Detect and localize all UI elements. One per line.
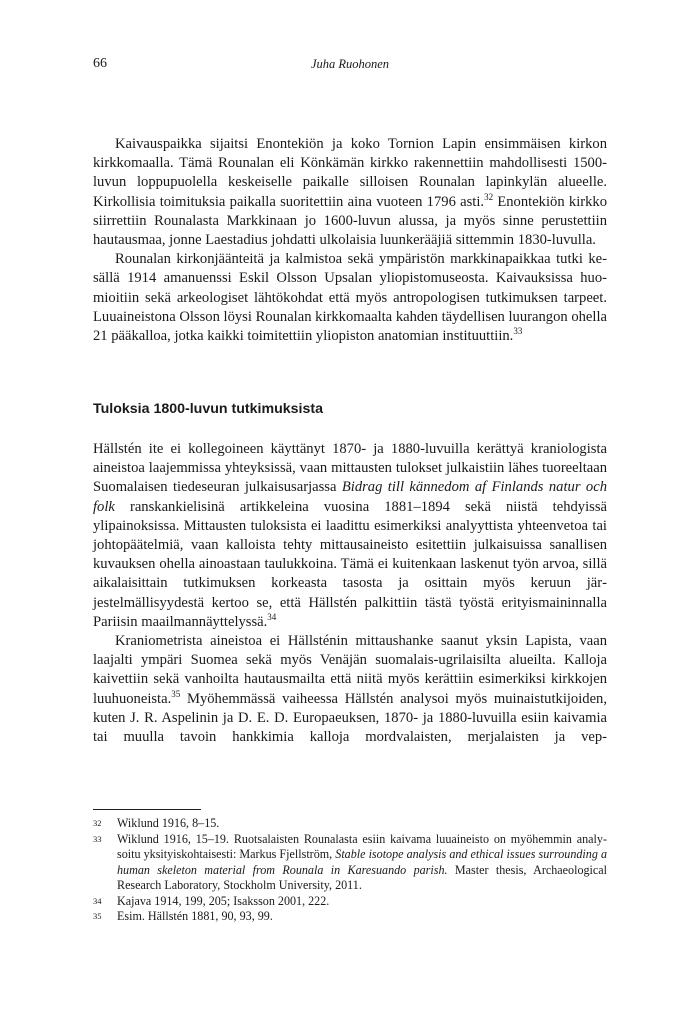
footnote bbox=[93, 816, 607, 832]
footnote-ref[interactable]: 35 bbox=[171, 688, 181, 699]
footnote-number: 34 bbox=[93, 895, 102, 906]
paragraph: Kaivauspaikka sijaitsi Enontekiön ja koko Tornion Lapin ensimmäisen kirkon kirkkomaalla. Tämä Rounalan eli Könkämän kirkko rakennettiin mahdollisesti 1500-luvun loppupuolella keskeiselle paikalle silloisen Rounalan lapinkylän alueelle. Kirkollisia toimituksia paikalla suoritettiin aina vuoteen 1796 asti.$^{32}$ Enontekiön kirkko siirrettiin Rounalasta Markkinaan jo 1600-luvun alussa, ja myös sinne perustettiin hautausmaa, jonne Laestadius johdatti ulkolaisia luunkerääjiä sittemmin 1830-luvulla. bbox=[93, 136, 607, 249]
page-number: 66 bbox=[93, 56, 107, 71]
footnote-text: Esim. Hällstén 1881, 90, 93, 99. bbox=[117, 909, 273, 923]
section-2-body bbox=[93, 440, 607, 747]
section-heading: Tuloksia 1800-luvun tutkimuksista bbox=[93, 401, 323, 417]
footnote bbox=[93, 832, 607, 894]
footnote-text: Kajava 1914, 199, 205; Isaksson 2001, 222. bbox=[117, 893, 330, 908]
footnote-ref[interactable]: 33 bbox=[513, 326, 523, 337]
paragraph: Kraniometrista aineistoa ei Hällsténin mittaushanke saanut yksin Lapista, vaan laajalti ympäri Suomea sekä myös Venäjän suomalais-ugrilaisilta alueilta. Kalloja kaivettiin sekä vanhoilta hautausmailta että niitä myös kerättiin esimerkiksi kirkkojen luuhuoneista.$^{35}$ Myöhemmässä vaiheessa Hällstén analysoi myös muinaistutkijoiden, kuten J. R. Aspelinin ja D. E. D. Europaeuksen, 1870- ja 1880-luvuilla esiin kaivamia tai muulla tavoin hankkimia kalloja mordvalaisten, merjalaisten ja vep- bbox=[93, 633, 607, 746]
footnote-number: 33 bbox=[93, 833, 102, 844]
footnote-divider bbox=[93, 809, 201, 810]
footnote-text: Wiklund 1916, 15–19. Ruotsalaisten Rounalasta esiin kaivama luuaineisto on myöhemmin analysoitu yksityiskohtaisesti: Markus Fjellström, Stable isotope analysis and ethical issues surrounding a human skeleton material from Rounala in Karesuando parish. Master thesis, Archaeological Research Laboratory, Stockholm University, 2011. bbox=[117, 831, 607, 892]
footnote-number: 32 bbox=[93, 818, 102, 828]
footnotes bbox=[93, 816, 607, 925]
footnote-ref[interactable]: 32 bbox=[484, 191, 494, 202]
footnote-ref[interactable]: 34 bbox=[267, 611, 277, 622]
footnote-number: 35 bbox=[93, 911, 102, 921]
footnote bbox=[93, 894, 607, 910]
paragraph: Hällstén ite ei kollegoineen käyttänyt 1870- ja 1880-luvuilla kerättyä kraniologista aineistoa laajemmissa yhteyksissä, vaan mittausten tulokset julkaistiin lähes tuoreeltaan Suomalaisen tiedeseuran julkaisusarjassa Bidrag till kännedom af Finlands natur och folk ranskankielisinä artikkeleina vuosina 1881–1894 sekä niistä tehdyissä ylipainoksissa. Mittausten tuloksista ei laadittu esimerkiksi analyyttista yhteenvetoa tai johtopäätelmiä, vaan kalloista tehty mittausaineisto esitettiin julkaisuissa sanallisen kuvauksen ohella ainoastaan taulukkoina. Tämä ei kuitenkaan laskenut työn arvoa, sillä aikalaisittain tutkimuksen korkeasta tasosta ja osittain myös keruun järjestelmällisyydestä kertoo se, että Hällstén palkittiin tästä työstä erityismaininnalla Pariisin maailmannäyttelyssä.$^{34}$ bbox=[93, 441, 607, 630]
paragraph: Rounalan kirkonjäänteitä ja kalmistoa sekä ympäristön markkinapaikkaa tutki kesällä 1914 amanuenssi Eskil Olsson Upsalan yliopistomuseosta. Kaivauksissa huomioitiin sekä arkeologiset lähtökohdat että myös antropologisen tutkimuksen tarpeet. Luuaineistona Olsson löysi Rounalan kirkkomaalta kahden täydellisen luurangon ohella 21 pääkalloa, jotka kaikki toimitettiin yliopiston anatomian instituuttiin.$^{33}$ bbox=[93, 251, 607, 345]
footnote-text: Wiklund 1916, 8–15. bbox=[117, 816, 220, 830]
footnote bbox=[93, 909, 607, 925]
running-head-author: Juha Ruohonen bbox=[310, 57, 390, 71]
section-1-body bbox=[93, 135, 607, 346]
